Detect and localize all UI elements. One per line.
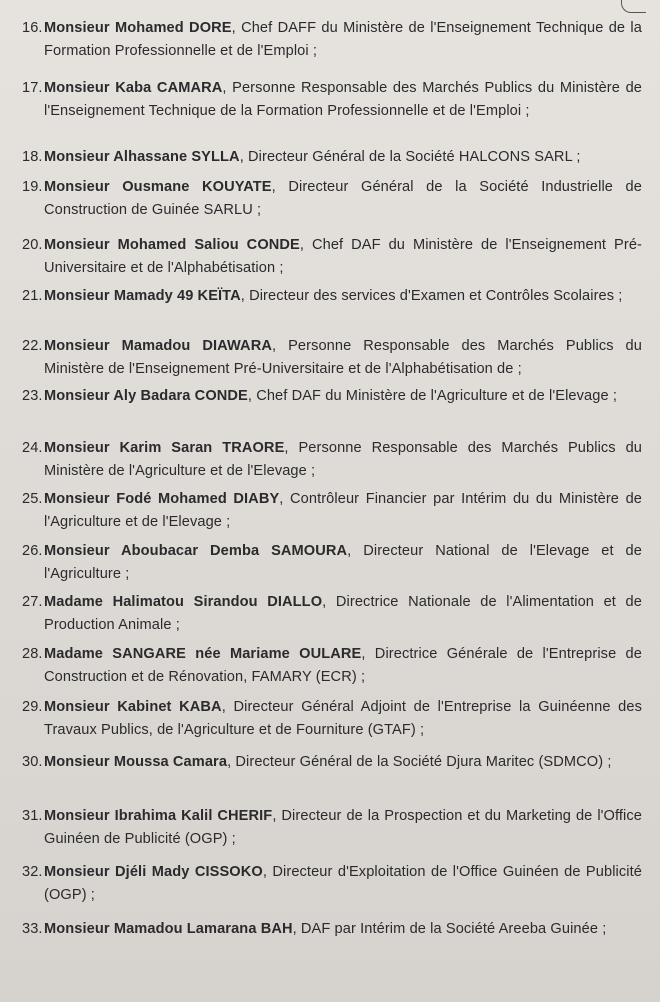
person-title: , Directeur de la Prospection et du Marketing de l'Office Guinéen de Publicité (OGP) ; xyxy=(44,808,642,847)
person-title: , DAF par Intérim de la Société Areeba Guinée ; xyxy=(292,921,607,937)
person-name: Monsieur Aly Badara CONDE xyxy=(44,388,248,404)
item-number: 23. xyxy=(22,388,43,404)
person-title: , Chef DAF du Ministère de l'Agriculture et de l'Elevage ; xyxy=(247,388,617,404)
list-item xyxy=(22,861,642,907)
list-item xyxy=(22,540,642,586)
person-name: Monsieur Alhassane SYLLA xyxy=(44,149,240,165)
person-name: Monsieur Aboubacar Demba SAMOURA xyxy=(44,543,348,559)
list-item xyxy=(22,335,642,381)
person-title: , Directeur Général Adjoint de l'Entreprise la Guinéenne des Travaux Publics, de l'Agriculture et de Fourniture (GTAF) ; xyxy=(44,699,643,738)
item-number: 21. xyxy=(22,288,43,304)
item-number: 22. xyxy=(22,338,43,354)
item-number: 18. xyxy=(22,149,43,165)
list-item xyxy=(22,643,642,689)
list-item xyxy=(22,696,642,742)
item-number: 33. xyxy=(22,921,43,937)
person-title: , Directrice Nationale de l'Alimentation et de Production Animale ; xyxy=(44,594,642,633)
list-item xyxy=(22,146,642,169)
list-item xyxy=(22,918,642,941)
person-title: , Chef DAF du Ministère de l'Enseignement Pré-Universitaire et de l'Alphabétisation ; xyxy=(44,237,642,276)
item-number: 31. xyxy=(22,808,43,824)
person-title: , Personne Responsable des Marchés Publics du Ministère de l'Enseignement Technique de la Formation Professionnelle et de l'Emploi ; xyxy=(44,80,643,119)
person-name: Monsieur Kaba CAMARA xyxy=(44,80,223,96)
person-name: Monsieur Mamady 49 KEÏTA xyxy=(44,288,241,304)
list-item xyxy=(22,77,642,123)
list-item xyxy=(22,591,642,637)
person-name: Monsieur Fodé Mohamed DIABY xyxy=(44,491,280,507)
item-number: 20. xyxy=(22,237,43,253)
item-number: 25. xyxy=(22,491,43,507)
person-title: , Directeur d'Exploitation de l'Office Guinéen de Publicité (OGP) ; xyxy=(44,864,642,903)
list-item xyxy=(22,176,642,222)
item-number: 16. xyxy=(22,20,43,36)
person-name: Monsieur Ibrahima Kalil CHERIF xyxy=(44,808,273,824)
person-name: Monsieur Moussa Camara xyxy=(44,754,228,770)
list-item xyxy=(22,17,642,63)
person-title: , Directrice Générale de l'Entreprise de Construction et de Rénovation, FAMARY (ECR) ; xyxy=(44,646,642,685)
item-number: 19. xyxy=(22,179,43,195)
person-title: , Directeur Général de la Société HALCONS SARL ; xyxy=(239,149,581,165)
person-name: Monsieur Djéli Mady CISSOKO xyxy=(44,864,263,880)
item-number: 24. xyxy=(22,440,43,456)
person-title: , Directeur Général de la Société Djura Maritec (SDMCO) ; xyxy=(227,754,612,770)
person-title: , Directeur Général de la Société Industrielle de Construction de Guinée SARLU ; xyxy=(44,179,642,218)
list-item xyxy=(22,437,642,483)
list-item xyxy=(22,751,642,774)
person-name: Monsieur Mohamed Saliou CONDE xyxy=(44,237,300,253)
person-name: Monsieur Karim Saran TRAORE xyxy=(44,440,285,456)
item-number: 26. xyxy=(22,543,43,559)
item-number: 28. xyxy=(22,646,43,662)
person-title: , Contrôleur Financier par Intérim du du Ministère de l'Agriculture et de l'Elevage ; xyxy=(44,491,642,530)
list-item xyxy=(22,234,642,280)
person-title: , Directeur des services d'Examen et Contrôles Scolaires ; xyxy=(240,288,623,304)
item-number: 17. xyxy=(22,80,43,96)
person-name: Monsieur Mamadou DIAWARA xyxy=(44,338,272,354)
person-title: , Personne Responsable des Marchés Publics du Ministère de l'Enseignement Pré-Universitaire et de l'Alphabétisation de ; xyxy=(44,338,642,377)
pen-mark xyxy=(621,0,646,13)
person-name: Madame Halimatou Sirandou DIALLO xyxy=(44,594,323,610)
list-item xyxy=(22,285,642,308)
person-title: , Chef DAFF du Ministère de l'Enseignement Technique de la Formation Professionnelle et de l'Emploi ; xyxy=(44,20,642,59)
item-number: 30. xyxy=(22,754,43,770)
item-number: 29. xyxy=(22,699,43,715)
list-item xyxy=(22,385,642,408)
person-name: Monsieur Mohamed DORE xyxy=(44,20,232,36)
list-item xyxy=(22,805,642,851)
person-name: Madame SANGARE née Mariame OULARE xyxy=(44,646,362,662)
person-title: , Personne Responsable des Marchés Publics du Ministère de l'Agriculture et de l'Elevage ; xyxy=(44,440,643,479)
item-number: 32. xyxy=(22,864,43,880)
person-title: , Directeur National de l'Elevage et de l'Agriculture ; xyxy=(44,543,642,582)
item-number: 27. xyxy=(22,594,43,610)
person-name: Monsieur Ousmane KOUYATE xyxy=(44,179,272,195)
list-item xyxy=(22,488,642,534)
person-name: Monsieur Mamadou Lamarana BAH xyxy=(44,921,293,937)
person-name: Monsieur Kabinet KABA xyxy=(44,699,222,715)
